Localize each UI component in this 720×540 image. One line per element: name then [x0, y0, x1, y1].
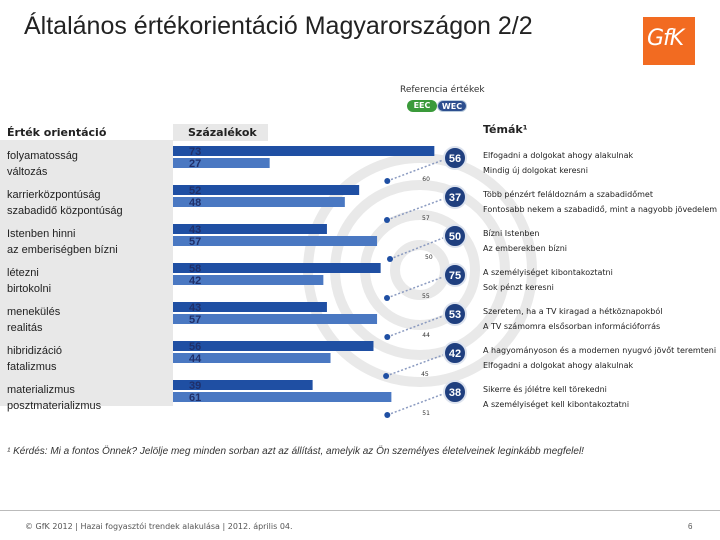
bar	[173, 263, 381, 273]
bar-value-label: 52	[189, 185, 202, 197]
statement-line2: A TV számomra elsősorban információforrás	[483, 322, 661, 331]
statement-line1: Sikerre és jólétre kell törekedni	[483, 385, 607, 394]
reference-connector	[387, 199, 443, 220]
row-label-bottom: szabadidő központúság	[7, 205, 123, 217]
bar-value-label: 56	[189, 341, 202, 353]
bar-value-label: 27	[189, 158, 202, 170]
eec-point-label: 45	[421, 371, 429, 378]
bar	[173, 341, 373, 351]
bar-value-label: 48	[189, 197, 202, 209]
legend-wec: WEC	[437, 100, 467, 112]
eec-point-label: 60	[422, 176, 430, 183]
bar-value-label: 57	[189, 314, 202, 326]
row-label-bottom: birtokolni	[7, 283, 52, 295]
header-percentages: Százalékok	[188, 126, 257, 139]
row-label-top: Istenben hinni	[7, 228, 76, 240]
wec-value-label: 37	[448, 192, 462, 204]
eec-point	[384, 412, 390, 418]
eec-point-label: 57	[422, 215, 430, 222]
reference-connector	[387, 394, 443, 415]
bar	[173, 146, 434, 156]
eec-point	[387, 256, 393, 262]
page-number: 6	[688, 522, 693, 531]
wec-value-label: 56	[448, 153, 462, 165]
reference-connector	[387, 160, 443, 181]
statement-line1: Szeretem, ha a TV kiragad a hétköznapokból	[483, 307, 663, 316]
eec-point	[384, 178, 390, 184]
legend-eec: EEC	[407, 100, 437, 112]
bar-value-label: 57	[189, 236, 202, 248]
header-topics: Témák¹	[483, 123, 528, 136]
eec-point	[384, 334, 390, 340]
statement-line2: Mindig új dolgokat keresni	[483, 166, 588, 175]
statement-line1: A hagyományoson és a modernen nyugvó jövőt teremteni	[483, 346, 717, 355]
eec-point-label: 44	[422, 332, 430, 339]
eec-point	[384, 295, 390, 301]
bar-value-label: 39	[189, 380, 202, 392]
wec-value-label: 75	[448, 270, 462, 282]
footnote: ¹ Kérdés: Mi a fontos Önnek? Jelölje meg minden sorban azt az állítást, amelyik az Ön személyes életelveinek leginkább megfelel!	[7, 446, 584, 457]
bar-value-label: 61	[189, 392, 202, 404]
eec-point-label: 50	[425, 254, 433, 261]
wec-value-label: 38	[448, 387, 462, 399]
row-label-top: hibridizáció	[7, 345, 63, 357]
row-label-top: létezni	[7, 267, 39, 279]
eec-point-label: 55	[422, 293, 430, 300]
bar-value-label: 44	[189, 353, 202, 365]
statement-line2: Fontosabb nekem a szabadidő, mint a nagyobb jövedelem	[483, 205, 718, 214]
statement-line1: Bízni Istenben	[483, 229, 540, 238]
bar-value-label: 42	[189, 275, 202, 287]
bar	[173, 314, 377, 324]
row-label-top: karrierközpontúság	[7, 189, 101, 201]
row-label-top: folyamatosság	[7, 150, 78, 162]
bar-value-label: 43	[189, 302, 202, 314]
wec-value-label: 50	[448, 231, 462, 243]
statement-line2: A személyiséget kell kibontakoztatni	[483, 400, 630, 409]
row-label-bottom: az emberiségben bízni	[7, 244, 118, 256]
statement-line1: Elfogadni a dolgokat ahogy alakulnak	[483, 151, 634, 160]
eec-point	[384, 217, 390, 223]
logo-text: GfK	[647, 26, 684, 51]
legend-label: Referencia értékek	[400, 85, 485, 95]
bar-value-label: 73	[189, 146, 202, 158]
header-value-orientation: Érték orientáció	[7, 126, 107, 139]
wec-value-label: 42	[448, 348, 462, 360]
statement-line2: Elfogadni a dolgokat ahogy alakulnak	[483, 361, 634, 370]
row-label-bottom: fatalizmus	[7, 361, 57, 373]
statement-line2: Az emberekben bízni	[483, 244, 568, 253]
bar-value-label: 43	[189, 224, 202, 236]
reference-connector	[387, 277, 443, 298]
footer-divider	[0, 510, 720, 511]
statement-line2: Sok pénzt keresni	[483, 283, 554, 292]
row-label-bottom: változás	[7, 166, 48, 178]
bar	[173, 158, 270, 168]
wec-value-label: 53	[448, 309, 462, 321]
reference-connector	[387, 316, 443, 337]
bar	[173, 392, 391, 402]
bar-value-label: 58	[189, 263, 202, 275]
eec-point	[383, 373, 389, 379]
row-label-top: materializmus	[7, 384, 75, 396]
page-title: Általános értékorientáció Magyarországon 2/2	[24, 12, 533, 40]
statement-line1: Több pénzért feláldoznám a szabadidőmet	[483, 190, 653, 199]
footer-text: © GfK 2012 | Hazai fogyasztói trendek alakulása | 2012. április 04.	[25, 522, 293, 531]
row-label-top: menekülés	[7, 306, 61, 318]
bar	[173, 236, 377, 246]
reference-connector	[386, 355, 443, 376]
row-label-bottom: posztmaterializmus	[7, 400, 102, 412]
row-label-bottom: realitás	[7, 322, 43, 334]
eec-point-label: 51	[422, 410, 430, 417]
reference-connector	[390, 238, 443, 259]
statement-line1: A személyiséget kibontakoztatni	[483, 268, 613, 277]
